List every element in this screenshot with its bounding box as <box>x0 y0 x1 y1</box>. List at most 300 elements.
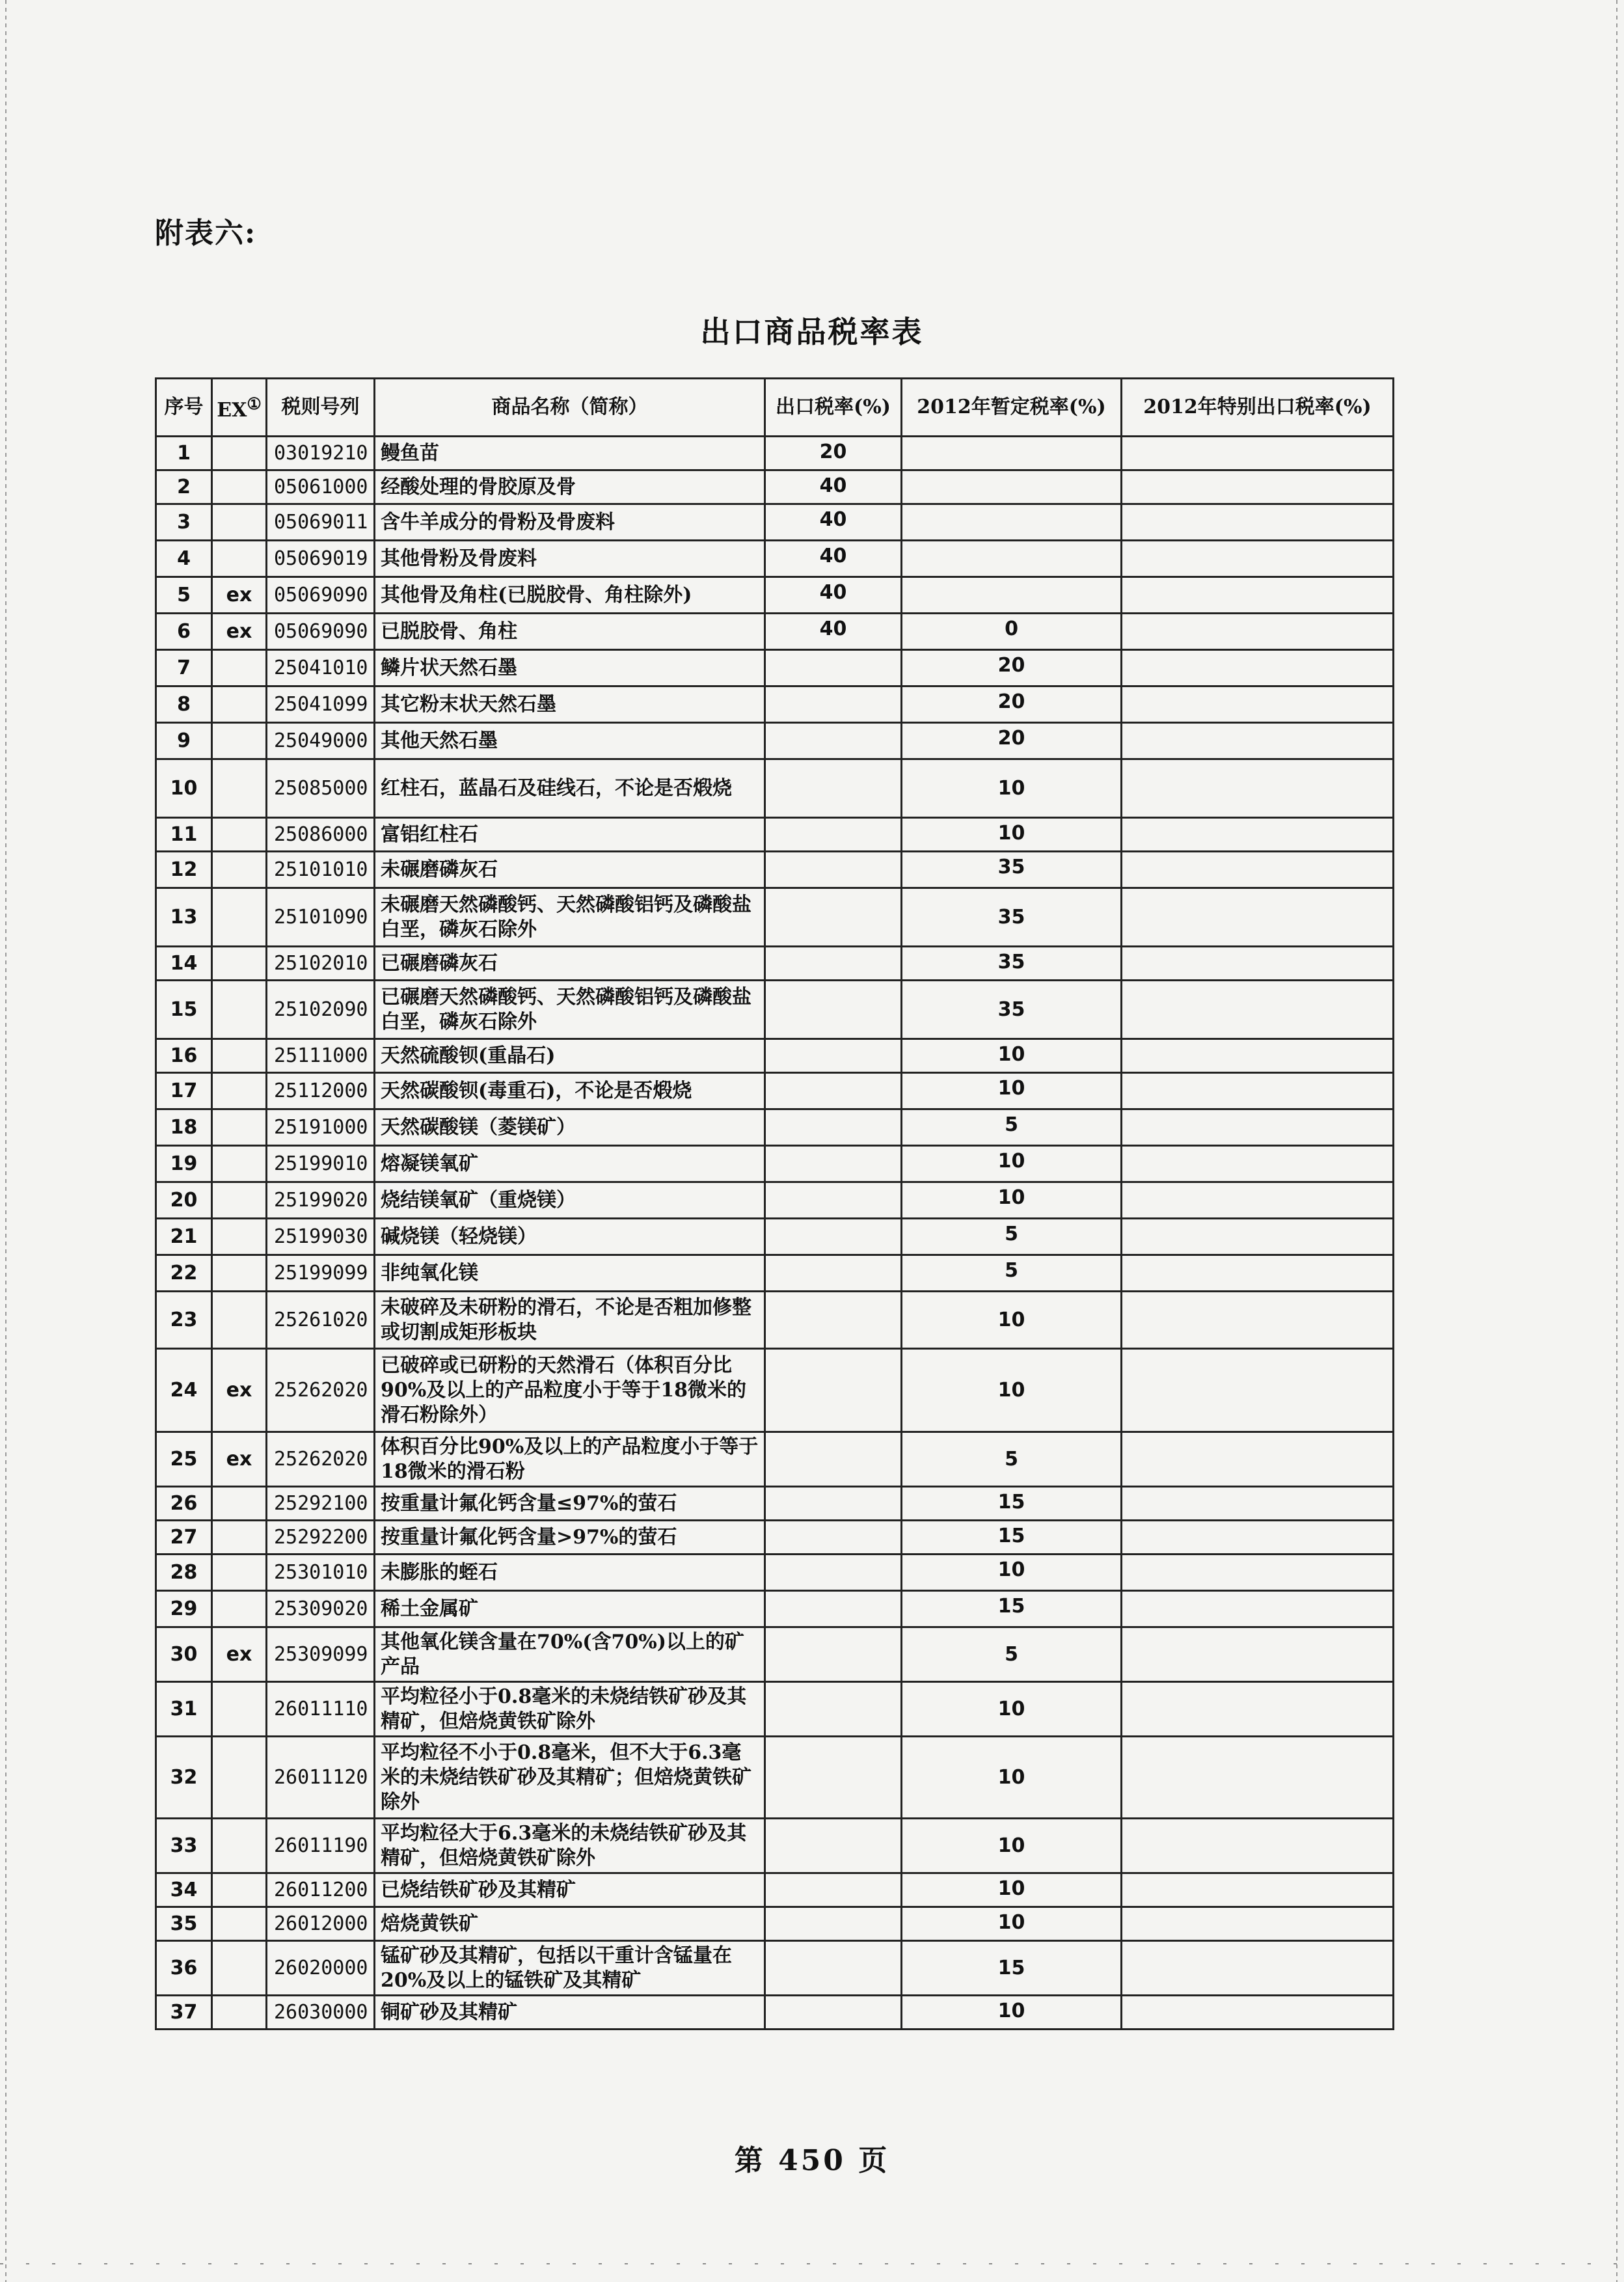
table-header-row <box>156 379 1394 437</box>
row-provisional-rate-2012 <box>902 437 1122 470</box>
row-tariff-code: 25199030 <box>267 1219 375 1255</box>
header-seq: 序号 <box>156 379 212 437</box>
row-seq: 12 <box>156 852 212 888</box>
row-seq: 21 <box>156 1219 212 1255</box>
row-special-rate-2012 <box>1122 1219 1394 1255</box>
row-seq: 30 <box>156 1627 212 1682</box>
row-provisional-rate-2012: 5 <box>902 1432 1122 1487</box>
row-special-rate-2012 <box>1122 437 1394 470</box>
row-special-rate-2012 <box>1122 1996 1394 2030</box>
row-ex-flag: ex <box>212 614 267 650</box>
row-tariff-code: 05061000 <box>267 470 375 504</box>
row-seq: 29 <box>156 1591 212 1627</box>
row-seq: 4 <box>156 541 212 577</box>
row-seq: 33 <box>156 1819 212 1873</box>
header-ex-label: EX <box>217 399 247 422</box>
row-export-rate <box>765 1182 902 1219</box>
row-commodity-name: 铜矿砂及其精矿 <box>375 1996 765 2030</box>
row-ex-flag <box>212 1219 267 1255</box>
row-ex-flag <box>212 947 267 981</box>
row-tariff-code: 25292100 <box>267 1487 375 1521</box>
row-provisional-rate-2012: 5 <box>902 1627 1122 1682</box>
row-special-rate-2012 <box>1122 1591 1394 1627</box>
header-ex <box>212 379 267 437</box>
row-provisional-rate-2012: 10 <box>902 1555 1122 1591</box>
row-commodity-name: 未碾磨磷灰石 <box>375 852 765 888</box>
row-commodity-name: 按重量计氟化钙含量≤97%的萤石 <box>375 1487 765 1521</box>
row-ex-flag <box>212 1941 267 1996</box>
row-seq: 9 <box>156 723 212 759</box>
row-special-rate-2012 <box>1122 686 1394 723</box>
row-commodity-name: 已脱胶骨、角柱 <box>375 614 765 650</box>
row-export-rate: 20 <box>765 437 902 470</box>
row-special-rate-2012 <box>1122 650 1394 686</box>
table-row <box>156 504 1394 541</box>
row-ex-flag <box>212 1682 267 1737</box>
row-provisional-rate-2012: 0 <box>902 614 1122 650</box>
row-ex-flag <box>212 1996 267 2030</box>
row-export-rate <box>765 1941 902 1996</box>
table-row <box>156 1627 1394 1682</box>
row-special-rate-2012 <box>1122 1146 1394 1182</box>
table-row <box>156 1146 1394 1182</box>
row-tariff-code: 25041099 <box>267 686 375 723</box>
row-export-rate <box>765 1521 902 1555</box>
row-provisional-rate-2012: 5 <box>902 1219 1122 1255</box>
row-provisional-rate-2012: 10 <box>902 1737 1122 1819</box>
row-ex-flag <box>212 723 267 759</box>
row-tariff-code: 25262020 <box>267 1349 375 1432</box>
row-seq: 13 <box>156 888 212 947</box>
header-special-2012: 2012年特别出口税率(%) <box>1122 379 1394 437</box>
row-export-rate <box>765 1039 902 1073</box>
row-seq: 10 <box>156 759 212 818</box>
row-seq: 8 <box>156 686 212 723</box>
row-export-rate <box>765 1907 902 1941</box>
table-row <box>156 723 1394 759</box>
table-row <box>156 1873 1394 1907</box>
row-special-rate-2012 <box>1122 1627 1394 1682</box>
row-ex-flag <box>212 1873 267 1907</box>
row-special-rate-2012 <box>1122 541 1394 577</box>
row-commodity-name: 经酸处理的骨胶原及骨 <box>375 470 765 504</box>
row-export-rate <box>765 1873 902 1907</box>
table-row <box>156 470 1394 504</box>
table-row <box>156 541 1394 577</box>
row-provisional-rate-2012: 15 <box>902 1591 1122 1627</box>
row-commodity-name: 鳗鱼苗 <box>375 437 765 470</box>
row-ex-flag: ex <box>212 1627 267 1682</box>
row-ex-flag <box>212 1591 267 1627</box>
table-row <box>156 1182 1394 1219</box>
table-body <box>156 437 1394 2030</box>
row-seq: 35 <box>156 1907 212 1941</box>
table-row <box>156 1487 1394 1521</box>
row-tariff-code: 25101010 <box>267 852 375 888</box>
row-special-rate-2012 <box>1122 1432 1394 1487</box>
table-row <box>156 759 1394 818</box>
row-export-rate <box>765 947 902 981</box>
row-export-rate <box>765 759 902 818</box>
row-seq: 3 <box>156 504 212 541</box>
row-tariff-code: 25301010 <box>267 1555 375 1591</box>
table-row <box>156 852 1394 888</box>
row-provisional-rate-2012 <box>902 470 1122 504</box>
row-export-rate: 40 <box>765 470 902 504</box>
row-seq: 32 <box>156 1737 212 1819</box>
row-special-rate-2012 <box>1122 577 1394 614</box>
table-row <box>156 1591 1394 1627</box>
header-provisional-2012: 2012年暂定税率(%) <box>902 379 1122 437</box>
row-commodity-name: 其他骨及角柱(已脱胶骨、角柱除外) <box>375 577 765 614</box>
table-row <box>156 1737 1394 1819</box>
row-special-rate-2012 <box>1122 1682 1394 1737</box>
row-ex-flag <box>212 650 267 686</box>
table-row <box>156 1292 1394 1349</box>
row-export-rate <box>765 1737 902 1819</box>
row-tariff-code: 25041010 <box>267 650 375 686</box>
row-export-rate <box>765 1819 902 1873</box>
row-special-rate-2012 <box>1122 1349 1394 1432</box>
row-commodity-name: 鳞片状天然石墨 <box>375 650 765 686</box>
row-export-rate: 40 <box>765 504 902 541</box>
table-row <box>156 1555 1394 1591</box>
row-seq: 17 <box>156 1073 212 1109</box>
row-provisional-rate-2012: 15 <box>902 1487 1122 1521</box>
row-commodity-name: 熔凝镁氧矿 <box>375 1146 765 1182</box>
appendix-heading: 附表六: <box>155 217 257 250</box>
row-seq: 5 <box>156 577 212 614</box>
row-seq: 27 <box>156 1521 212 1555</box>
row-commodity-name: 稀土金属矿 <box>375 1591 765 1627</box>
row-provisional-rate-2012: 10 <box>902 1873 1122 1907</box>
header-name: 商品名称（简称） <box>375 379 765 437</box>
row-provisional-rate-2012: 10 <box>902 818 1122 852</box>
row-commodity-name: 天然碳酸镁（菱镁矿） <box>375 1109 765 1146</box>
row-export-rate <box>765 1627 902 1682</box>
row-tariff-code: 05069011 <box>267 504 375 541</box>
row-commodity-name: 含牛羊成分的骨粉及骨废料 <box>375 504 765 541</box>
table-row <box>156 686 1394 723</box>
row-provisional-rate-2012: 10 <box>902 1182 1122 1219</box>
row-provisional-rate-2012: 10 <box>902 1073 1122 1109</box>
row-export-rate: 40 <box>765 541 902 577</box>
table-row <box>156 981 1394 1039</box>
row-special-rate-2012 <box>1122 1819 1394 1873</box>
row-ex-flag <box>212 1146 267 1182</box>
row-special-rate-2012 <box>1122 1737 1394 1819</box>
row-provisional-rate-2012: 10 <box>902 1146 1122 1182</box>
row-seq: 37 <box>156 1996 212 2030</box>
row-seq: 2 <box>156 470 212 504</box>
row-commodity-name: 已烧结铁矿砂及其精矿 <box>375 1873 765 1907</box>
row-provisional-rate-2012 <box>902 577 1122 614</box>
table-row <box>156 1039 1394 1073</box>
row-tariff-code: 25102010 <box>267 947 375 981</box>
row-provisional-rate-2012: 10 <box>902 1349 1122 1432</box>
header-code: 税则号列 <box>267 379 375 437</box>
row-provisional-rate-2012: 15 <box>902 1941 1122 1996</box>
row-tariff-code: 25309099 <box>267 1627 375 1682</box>
table-row <box>156 1073 1394 1109</box>
row-commodity-name: 其他天然石墨 <box>375 723 765 759</box>
row-provisional-rate-2012: 20 <box>902 723 1122 759</box>
row-provisional-rate-2012: 35 <box>902 852 1122 888</box>
row-special-rate-2012 <box>1122 1487 1394 1521</box>
row-seq: 16 <box>156 1039 212 1073</box>
footer-suffix: 页 <box>858 2144 890 2177</box>
row-special-rate-2012 <box>1122 759 1394 818</box>
row-ex-flag <box>212 981 267 1039</box>
row-seq: 23 <box>156 1292 212 1349</box>
row-ex-flag <box>212 686 267 723</box>
row-ex-flag <box>212 888 267 947</box>
row-tariff-code: 25191000 <box>267 1109 375 1146</box>
row-provisional-rate-2012: 10 <box>902 1907 1122 1941</box>
table-row <box>156 1941 1394 1996</box>
row-tariff-code: 25199010 <box>267 1146 375 1182</box>
row-special-rate-2012 <box>1122 981 1394 1039</box>
row-provisional-rate-2012: 5 <box>902 1109 1122 1146</box>
row-seq: 20 <box>156 1182 212 1219</box>
row-seq: 24 <box>156 1349 212 1432</box>
row-special-rate-2012 <box>1122 1907 1394 1941</box>
table-row <box>156 1996 1394 2030</box>
row-seq: 28 <box>156 1555 212 1591</box>
row-special-rate-2012 <box>1122 1039 1394 1073</box>
row-export-rate <box>765 686 902 723</box>
row-provisional-rate-2012: 10 <box>902 1292 1122 1349</box>
row-tariff-code: 25101090 <box>267 888 375 947</box>
row-special-rate-2012 <box>1122 1873 1394 1907</box>
row-tariff-code: 25199099 <box>267 1255 375 1292</box>
row-seq: 26 <box>156 1487 212 1521</box>
row-tariff-code: 25292200 <box>267 1521 375 1555</box>
row-ex-flag <box>212 818 267 852</box>
row-export-rate <box>765 1555 902 1591</box>
row-provisional-rate-2012: 5 <box>902 1255 1122 1292</box>
row-special-rate-2012 <box>1122 1109 1394 1146</box>
row-commodity-name: 锰矿砂及其精矿，包括以干重计含锰量在20%及以上的锰铁矿及其精矿 <box>375 1941 765 1996</box>
row-provisional-rate-2012: 15 <box>902 1521 1122 1555</box>
row-export-rate <box>765 1591 902 1627</box>
row-special-rate-2012 <box>1122 1555 1394 1591</box>
row-ex-flag <box>212 1292 267 1349</box>
row-ex-flag <box>212 1039 267 1073</box>
row-export-rate <box>765 852 902 888</box>
row-tariff-code: 25199020 <box>267 1182 375 1219</box>
row-seq: 11 <box>156 818 212 852</box>
row-tariff-code: 25261020 <box>267 1292 375 1349</box>
row-ex-flag <box>212 1255 267 1292</box>
table-row <box>156 614 1394 650</box>
row-tariff-code: 25102090 <box>267 981 375 1039</box>
header-export-rate: 出口税率(%) <box>765 379 902 437</box>
row-commodity-name: 天然硫酸钡(重晶石) <box>375 1039 765 1073</box>
row-export-rate <box>765 1349 902 1432</box>
row-provisional-rate-2012: 10 <box>902 1996 1122 2030</box>
table-row <box>156 1521 1394 1555</box>
row-provisional-rate-2012: 10 <box>902 759 1122 818</box>
page-footer <box>0 2137 1624 2179</box>
row-provisional-rate-2012: 35 <box>902 947 1122 981</box>
row-special-rate-2012 <box>1122 1255 1394 1292</box>
row-provisional-rate-2012: 20 <box>902 650 1122 686</box>
table-row <box>156 818 1394 852</box>
row-tariff-code: 26012000 <box>267 1907 375 1941</box>
table-row <box>156 1819 1394 1873</box>
row-tariff-code: 25085000 <box>267 759 375 818</box>
row-export-rate <box>765 1146 902 1182</box>
row-commodity-name: 未破碎及未研粉的滑石，不论是否粗加修整或切割成矩形板块 <box>375 1292 765 1349</box>
row-seq: 1 <box>156 437 212 470</box>
row-tariff-code: 26011120 <box>267 1737 375 1819</box>
row-export-rate <box>765 1996 902 2030</box>
row-special-rate-2012 <box>1122 1292 1394 1349</box>
row-commodity-name: 体积百分比90%及以上的产品粒度小于等于18微米的滑石粉 <box>375 1432 765 1487</box>
table-row <box>156 1109 1394 1146</box>
row-tariff-code: 25262020 <box>267 1432 375 1487</box>
row-export-rate <box>765 1487 902 1521</box>
row-tariff-code: 26030000 <box>267 1996 375 2030</box>
row-special-rate-2012 <box>1122 1073 1394 1109</box>
row-ex-flag <box>212 1737 267 1819</box>
table-row <box>156 1682 1394 1737</box>
row-commodity-name: 天然碳酸钡(毒重石)，不论是否煅烧 <box>375 1073 765 1109</box>
row-export-rate <box>765 650 902 686</box>
row-export-rate <box>765 818 902 852</box>
row-ex-flag <box>212 470 267 504</box>
row-tariff-code: 05069019 <box>267 541 375 577</box>
row-special-rate-2012 <box>1122 723 1394 759</box>
table-row <box>156 1219 1394 1255</box>
table-row <box>156 437 1394 470</box>
row-tariff-code: 05069090 <box>267 577 375 614</box>
row-commodity-name: 富铝红柱石 <box>375 818 765 852</box>
row-special-rate-2012 <box>1122 504 1394 541</box>
row-tariff-code: 05069090 <box>267 614 375 650</box>
row-commodity-name: 平均粒径大于6.3毫米的未烧结铁矿砂及其精矿，但焙烧黄铁矿除外 <box>375 1819 765 1873</box>
row-commodity-name: 焙烧黄铁矿 <box>375 1907 765 1941</box>
row-special-rate-2012 <box>1122 614 1394 650</box>
table-row <box>156 1255 1394 1292</box>
page-number: 450 <box>778 2144 846 2177</box>
row-tariff-code: 25049000 <box>267 723 375 759</box>
row-ex-flag <box>212 1487 267 1521</box>
table-row <box>156 577 1394 614</box>
row-seq: 36 <box>156 1941 212 1996</box>
row-commodity-name: 已碾磨天然磷酸钙、天然磷酸铝钙及磷酸盐白垩，磷灰石除外 <box>375 981 765 1039</box>
row-special-rate-2012 <box>1122 947 1394 981</box>
row-export-rate <box>765 1073 902 1109</box>
row-seq: 25 <box>156 1432 212 1487</box>
footer-prefix: 第 <box>734 2144 766 2177</box>
row-export-rate <box>765 1432 902 1487</box>
row-provisional-rate-2012: 35 <box>902 888 1122 947</box>
row-ex-flag <box>212 759 267 818</box>
row-provisional-rate-2012: 10 <box>902 1819 1122 1873</box>
row-commodity-name: 平均粒径小于0.8毫米的未烧结铁矿砂及其精矿，但焙烧黄铁矿除外 <box>375 1682 765 1737</box>
row-provisional-rate-2012 <box>902 541 1122 577</box>
row-ex-flag <box>212 437 267 470</box>
row-tariff-code: 26011110 <box>267 1682 375 1737</box>
row-export-rate <box>765 1255 902 1292</box>
row-commodity-name: 其它粉末状天然石墨 <box>375 686 765 723</box>
row-special-rate-2012 <box>1122 1521 1394 1555</box>
table-row <box>156 1432 1394 1487</box>
row-commodity-name: 非纯氧化镁 <box>375 1255 765 1292</box>
row-ex-flag <box>212 1182 267 1219</box>
row-provisional-rate-2012: 35 <box>902 981 1122 1039</box>
row-special-rate-2012 <box>1122 818 1394 852</box>
row-commodity-name: 其他氧化镁含量在70%(含70%)以上的矿产品 <box>375 1627 765 1682</box>
row-export-rate <box>765 1109 902 1146</box>
row-ex-flag <box>212 504 267 541</box>
export-tax-table <box>155 377 1394 2030</box>
row-commodity-name: 已碾磨磷灰石 <box>375 947 765 981</box>
row-export-rate <box>765 888 902 947</box>
table-row <box>156 1349 1394 1432</box>
row-export-rate <box>765 981 902 1039</box>
row-ex-flag: ex <box>212 577 267 614</box>
row-tariff-code: 25111000 <box>267 1039 375 1073</box>
row-ex-flag: ex <box>212 1432 267 1487</box>
row-seq: 6 <box>156 614 212 650</box>
row-ex-flag <box>212 541 267 577</box>
row-ex-flag <box>212 1109 267 1146</box>
row-seq: 18 <box>156 1109 212 1146</box>
row-special-rate-2012 <box>1122 1941 1394 1996</box>
row-provisional-rate-2012: 20 <box>902 686 1122 723</box>
row-seq: 31 <box>156 1682 212 1737</box>
row-special-rate-2012 <box>1122 888 1394 947</box>
row-provisional-rate-2012: 10 <box>902 1682 1122 1737</box>
row-commodity-name: 碱烧镁（轻烧镁） <box>375 1219 765 1255</box>
scan-edge-bottom <box>0 2263 1624 2264</box>
row-commodity-name: 已破碎或已研粉的天然滑石（体积百分比90%及以上的产品粒度小于等于18微米的滑石粉除外） <box>375 1349 765 1432</box>
table-title: 出口商品税率表 <box>700 314 924 349</box>
row-export-rate <box>765 1292 902 1349</box>
row-seq: 15 <box>156 981 212 1039</box>
row-commodity-name: 其他骨粉及骨废料 <box>375 541 765 577</box>
row-seq: 19 <box>156 1146 212 1182</box>
row-tariff-code: 25086000 <box>267 818 375 852</box>
row-commodity-name: 平均粒径不小于0.8毫米，但不大于6.3毫米的未烧结铁矿砂及其精矿；但焙烧黄铁矿除外 <box>375 1737 765 1819</box>
row-export-rate: 40 <box>765 577 902 614</box>
row-commodity-name: 按重量计氟化钙含量>97%的萤石 <box>375 1521 765 1555</box>
table-row <box>156 1907 1394 1941</box>
row-seq: 14 <box>156 947 212 981</box>
row-tariff-code: 26020000 <box>267 1941 375 1996</box>
row-seq: 7 <box>156 650 212 686</box>
table-row <box>156 650 1394 686</box>
row-tariff-code: 25112000 <box>267 1073 375 1109</box>
row-provisional-rate-2012 <box>902 504 1122 541</box>
row-seq: 22 <box>156 1255 212 1292</box>
row-tariff-code: 25309020 <box>267 1591 375 1627</box>
row-special-rate-2012 <box>1122 1182 1394 1219</box>
row-ex-flag <box>212 852 267 888</box>
row-seq: 34 <box>156 1873 212 1907</box>
row-tariff-code: 26011200 <box>267 1873 375 1907</box>
header-ex-footnote-mark: ① <box>247 394 262 413</box>
row-export-rate <box>765 1682 902 1737</box>
row-tariff-code: 03019210 <box>267 437 375 470</box>
row-provisional-rate-2012: 10 <box>902 1039 1122 1073</box>
row-ex-flag <box>212 1073 267 1109</box>
row-commodity-name: 红柱石，蓝晶石及硅线石，不论是否煅烧 <box>375 759 765 818</box>
row-ex-flag <box>212 1819 267 1873</box>
